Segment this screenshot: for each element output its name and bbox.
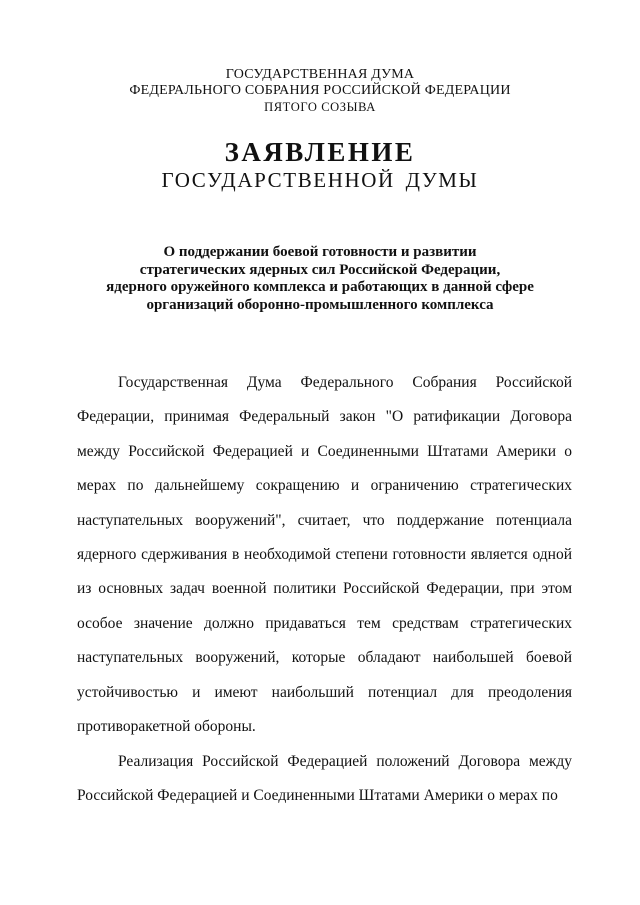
header-line-duma: ГОСУДАРСТВЕННАЯ ДУМА <box>225 67 415 82</box>
subject-line-2: стратегических ядерных сил Российской Федерации, <box>139 261 501 278</box>
subject-line-1: О поддержании боевой готовности и развитии <box>163 244 477 260</box>
header-line-convocation: ПЯТОГО СОЗЫВА <box>264 100 376 114</box>
document-type-title: ЗАЯВЛЕНИЕ <box>224 137 416 167</box>
subject-line-4: организаций оборонно-промышленного комплекса <box>146 296 494 313</box>
document-issuer-title: ГОСУДАРСТВЕННОЙ ДУМЫ <box>161 168 479 192</box>
document-subject <box>0 244 640 314</box>
document-header <box>0 67 640 115</box>
body-paragraph-2: Реализация Российской Федерацией положений Договора между Российской Федерацией и Соединенными Штатами Америки о мерах по <box>77 753 572 805</box>
subject-line-3: ядерного оружейного комплекса и работающих в данной сфере <box>106 279 534 296</box>
body-paragraph-1: Государственная Дума Федерального Собрания Российской Федерации, принимая Федеральный закон "О ратификации Договора между Российской Федерацией и Соединенными Штатами Америки о мерах по дальнейшему сокращению и ограничению стратегических наступательных вооружений", считает, что поддержание потенциала ядерного сдерживания в необходимой степени готовности является одной из основных задач военной политики Российской Федерации, при этом особое значение должно придаваться тем средствам стратегических наступательных вооружений, которые обладают наибольшей боевой устойчивостью и имеют наибольший потенциал для преодоления противоракетной обороны. <box>77 374 572 736</box>
header-line-assembly: ФЕДЕРАЛЬНОГО СОБРАНИЯ РОССИЙСКОЙ ФЕДЕРАЦИИ <box>129 83 511 98</box>
